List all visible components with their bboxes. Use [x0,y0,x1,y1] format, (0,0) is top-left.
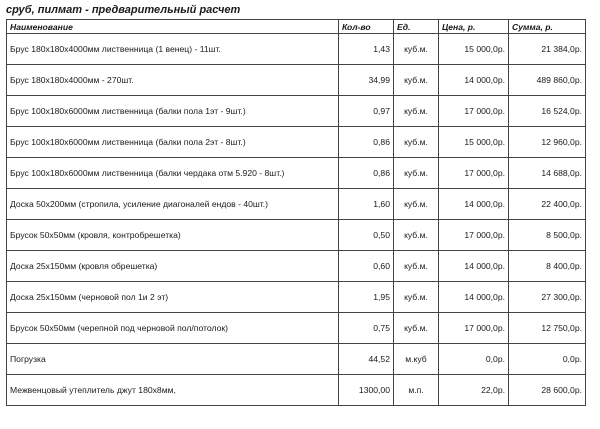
table-row [7,158,586,189]
column-header-name: Наименование [7,20,339,34]
table-row [7,127,586,158]
cell-qty: 1,95 [339,282,394,313]
cell-price: 17 000,0р. [439,96,509,127]
cell-qty: 44,52 [339,344,394,375]
cell-sum: 21 384,0р. [509,34,586,65]
table-row [7,344,586,375]
cell-price: 14 000,0р. [439,282,509,313]
cell-sum: 8 500,0р. [509,220,586,251]
cell-sum: 27 300,0р. [509,282,586,313]
table-row [7,220,586,251]
cell-price: 14 000,0р. [439,189,509,220]
cell-price: 15 000,0р. [439,34,509,65]
table-row [7,375,586,406]
cell-name: Брус 180х180х4000мм - 270шт. [7,65,339,96]
header-row [7,20,586,34]
cell-sum: 22 400,0р. [509,189,586,220]
cell-price: 0,0р. [439,344,509,375]
cell-price: 14 000,0р. [439,251,509,282]
cell-unit: куб.м. [394,282,439,313]
column-header-sum: Сумма, р. [509,20,586,34]
cell-name: Доска 25х150мм (кровля обрешетка) [7,251,339,282]
cell-unit: куб.м. [394,127,439,158]
column-header-unit: Ед. [394,20,439,34]
cell-price: 17 000,0р. [439,158,509,189]
cell-unit: куб.м. [394,313,439,344]
cell-qty: 1,60 [339,189,394,220]
table-row [7,34,586,65]
estimate-table [6,19,586,406]
table-row [7,313,586,344]
table-row [7,282,586,313]
cell-name: Брус 100х180х6000мм лиственница (балки пола 2эт - 8шт.) [7,127,339,158]
cell-unit: куб.м. [394,158,439,189]
cell-unit: куб.м. [394,65,439,96]
cell-unit: куб.м. [394,34,439,65]
cell-qty: 1,43 [339,34,394,65]
cell-qty: 0,50 [339,220,394,251]
cell-unit: м.куб [394,344,439,375]
cell-unit: куб.м. [394,96,439,127]
cell-qty: 0,86 [339,127,394,158]
cell-name: Доска 25х150мм (черновой пол 1и 2 эт) [7,282,339,313]
cell-sum: 489 860,0р. [509,65,586,96]
cell-name: Погрузка [7,344,339,375]
cell-qty: 0,60 [339,251,394,282]
cell-unit: м.п. [394,375,439,406]
cell-sum: 12 750,0р. [509,313,586,344]
table-row [7,251,586,282]
cell-name: Брус 100х180х6000мм лиственница (балки чердака отм 5.920 - 8шт.) [7,158,339,189]
cell-name: Брусок 50х50мм (кровля, контробрешетка) [7,220,339,251]
cell-qty: 1300,00 [339,375,394,406]
cell-sum: 0,0р. [509,344,586,375]
cell-unit: куб.м. [394,251,439,282]
cell-price: 22,0р. [439,375,509,406]
column-header-price: Цена, р. [439,20,509,34]
cell-price: 15 000,0р. [439,127,509,158]
sheet-title: сруб, пилмат - предварительный расчет [6,4,241,16]
table-row [7,189,586,220]
cell-name: Межвенцовый утеплитель джут 180х8мм, [7,375,339,406]
cell-sum: 14 688,0р. [509,158,586,189]
cell-sum: 28 600,0р. [509,375,586,406]
cell-name: Доска 50х200мм (стропила, усиление диагоналей ендов - 40шт.) [7,189,339,220]
cell-price: 14 000,0р. [439,65,509,96]
cell-price: 17 000,0р. [439,220,509,251]
cell-sum: 8 400,0р. [509,251,586,282]
cell-qty: 34,99 [339,65,394,96]
cell-price: 17 000,0р. [439,313,509,344]
cell-qty: 0,86 [339,158,394,189]
cell-name: Брус 180х180х4000мм лиственница (1 венец) - 11шт. [7,34,339,65]
table-row [7,65,586,96]
cell-sum: 12 960,0р. [509,127,586,158]
cell-sum: 16 524,0р. [509,96,586,127]
cell-qty: 0,97 [339,96,394,127]
cell-name: Брус 100х180х6000мм лиственница (балки пола 1эт - 9шт.) [7,96,339,127]
cell-name: Брусок 50х50мм (черепной под черновой пол/потолок) [7,313,339,344]
cell-unit: куб.м. [394,189,439,220]
column-header-qty: Кол-во [339,20,394,34]
cell-qty: 0,75 [339,313,394,344]
cell-unit: куб.м. [394,220,439,251]
table-row [7,96,586,127]
